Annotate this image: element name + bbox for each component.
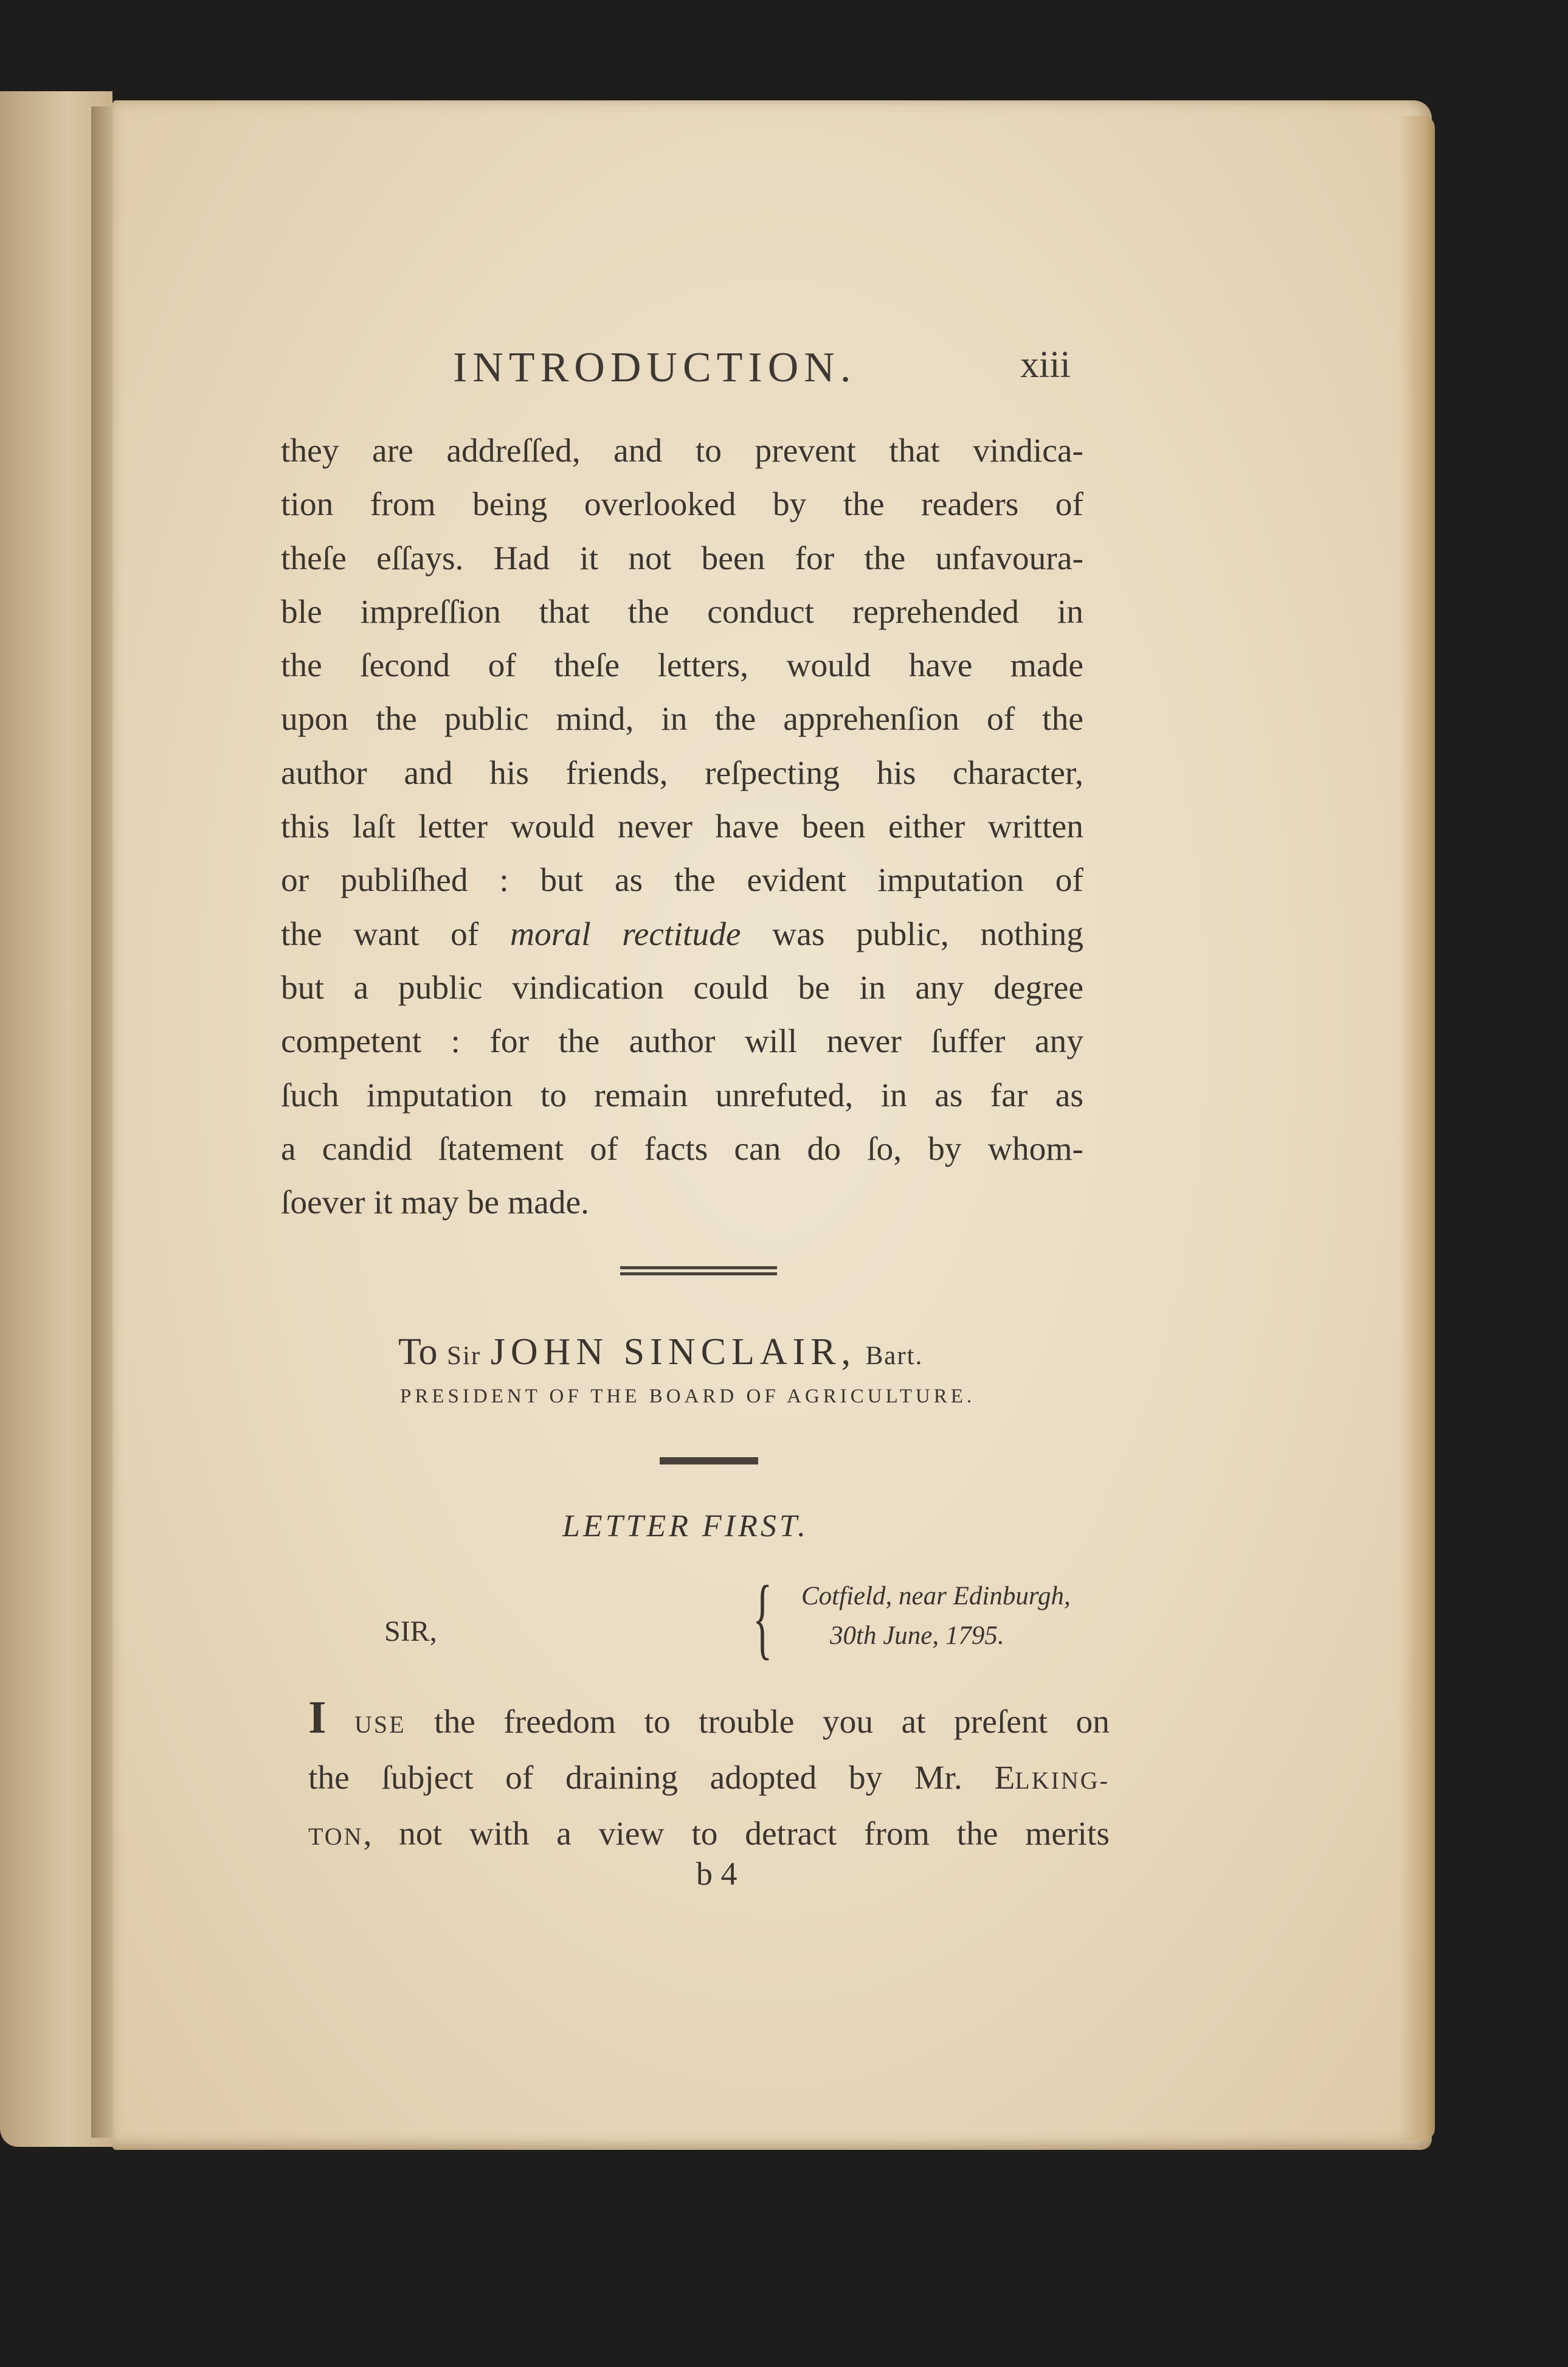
smallcaps-name: TON xyxy=(308,1823,364,1850)
italic-phrase: moral rectitude xyxy=(509,915,741,953)
text-line: competent : for the author will never ſuffer any xyxy=(281,1023,1083,1061)
text-line: author and his friends, reſpecting his character, xyxy=(281,754,1083,792)
text-line: ſuch imputation to remain unrefuted, in as far as xyxy=(281,1076,1083,1114)
addressee-name: JOHN SINCLAIR, xyxy=(490,1331,857,1373)
text-line: theſe eſſays. Had it not been for the unfavoura- xyxy=(281,539,1083,577)
text-line: ble impreſſion that the conduct reprehended in xyxy=(281,593,1083,631)
text-fragment: , not with a view to detract from the merits xyxy=(363,1815,1110,1852)
text-line: tion from being overlooked by the readers of xyxy=(281,486,1083,524)
text-line: a candid ſtatement of facts can do ſo, by whom- xyxy=(281,1130,1083,1168)
salutation: SIR, xyxy=(384,1615,437,1648)
smallcaps-word: USE xyxy=(354,1711,406,1738)
addressee-subtitle: PRESIDENT OF THE BOARD OF AGRICULTURE. xyxy=(400,1385,976,1407)
text-fragment: the ſubject of draining adopted by Mr. xyxy=(308,1759,995,1797)
text-line xyxy=(308,1691,1110,1752)
text-fragment: the want of xyxy=(281,915,510,953)
letter-date: 30th June, 1795. xyxy=(830,1621,1004,1650)
text-line xyxy=(281,908,1083,962)
text-line: upon the public mind, in the apprehenſion of the xyxy=(281,701,1083,738)
text-fragment: was public, nothing xyxy=(741,915,1084,953)
addressee-line xyxy=(398,1331,923,1374)
text-line: the ſecond of theſe letters, would have made xyxy=(281,647,1083,685)
curly-brace-icon: { xyxy=(753,1567,773,1668)
running-head: INTRODUCTION. xyxy=(453,344,857,391)
text-line: they are addreſſed, and to prevent that vindica- xyxy=(281,432,1083,470)
text-line: but a public vindication could be in any degree xyxy=(281,969,1083,1007)
address-to: To xyxy=(398,1331,438,1373)
signature-mark: b 4 xyxy=(696,1856,737,1892)
introduction-paragraph xyxy=(281,425,1083,1230)
dropcap: I xyxy=(308,1692,326,1743)
thick-rule-divider xyxy=(660,1457,758,1464)
letter-place: Cotfield, near Edinburgh, xyxy=(801,1582,1071,1610)
text-fragment: the freedom to trouble you at preſent on xyxy=(406,1703,1110,1741)
text-line: ſoever it may be made. xyxy=(281,1184,590,1222)
text-line xyxy=(308,1752,1110,1807)
address-title: Sir xyxy=(447,1342,482,1370)
page-number: xiii xyxy=(1020,344,1071,386)
letter-heading: LETTER FIRST. xyxy=(562,1509,809,1544)
double-rule-divider xyxy=(620,1266,777,1269)
page-fore-edge xyxy=(1398,116,1435,2141)
text-line: or publiſhed : but as the evident imputation of xyxy=(281,862,1083,899)
name-initial: E xyxy=(994,1759,1015,1797)
address-bart: Bart. xyxy=(865,1342,924,1370)
smallcaps-name: LKING- xyxy=(1015,1767,1110,1794)
text-line: this laſt letter would never have been either written xyxy=(281,808,1083,846)
letter-body xyxy=(308,1691,1110,1863)
